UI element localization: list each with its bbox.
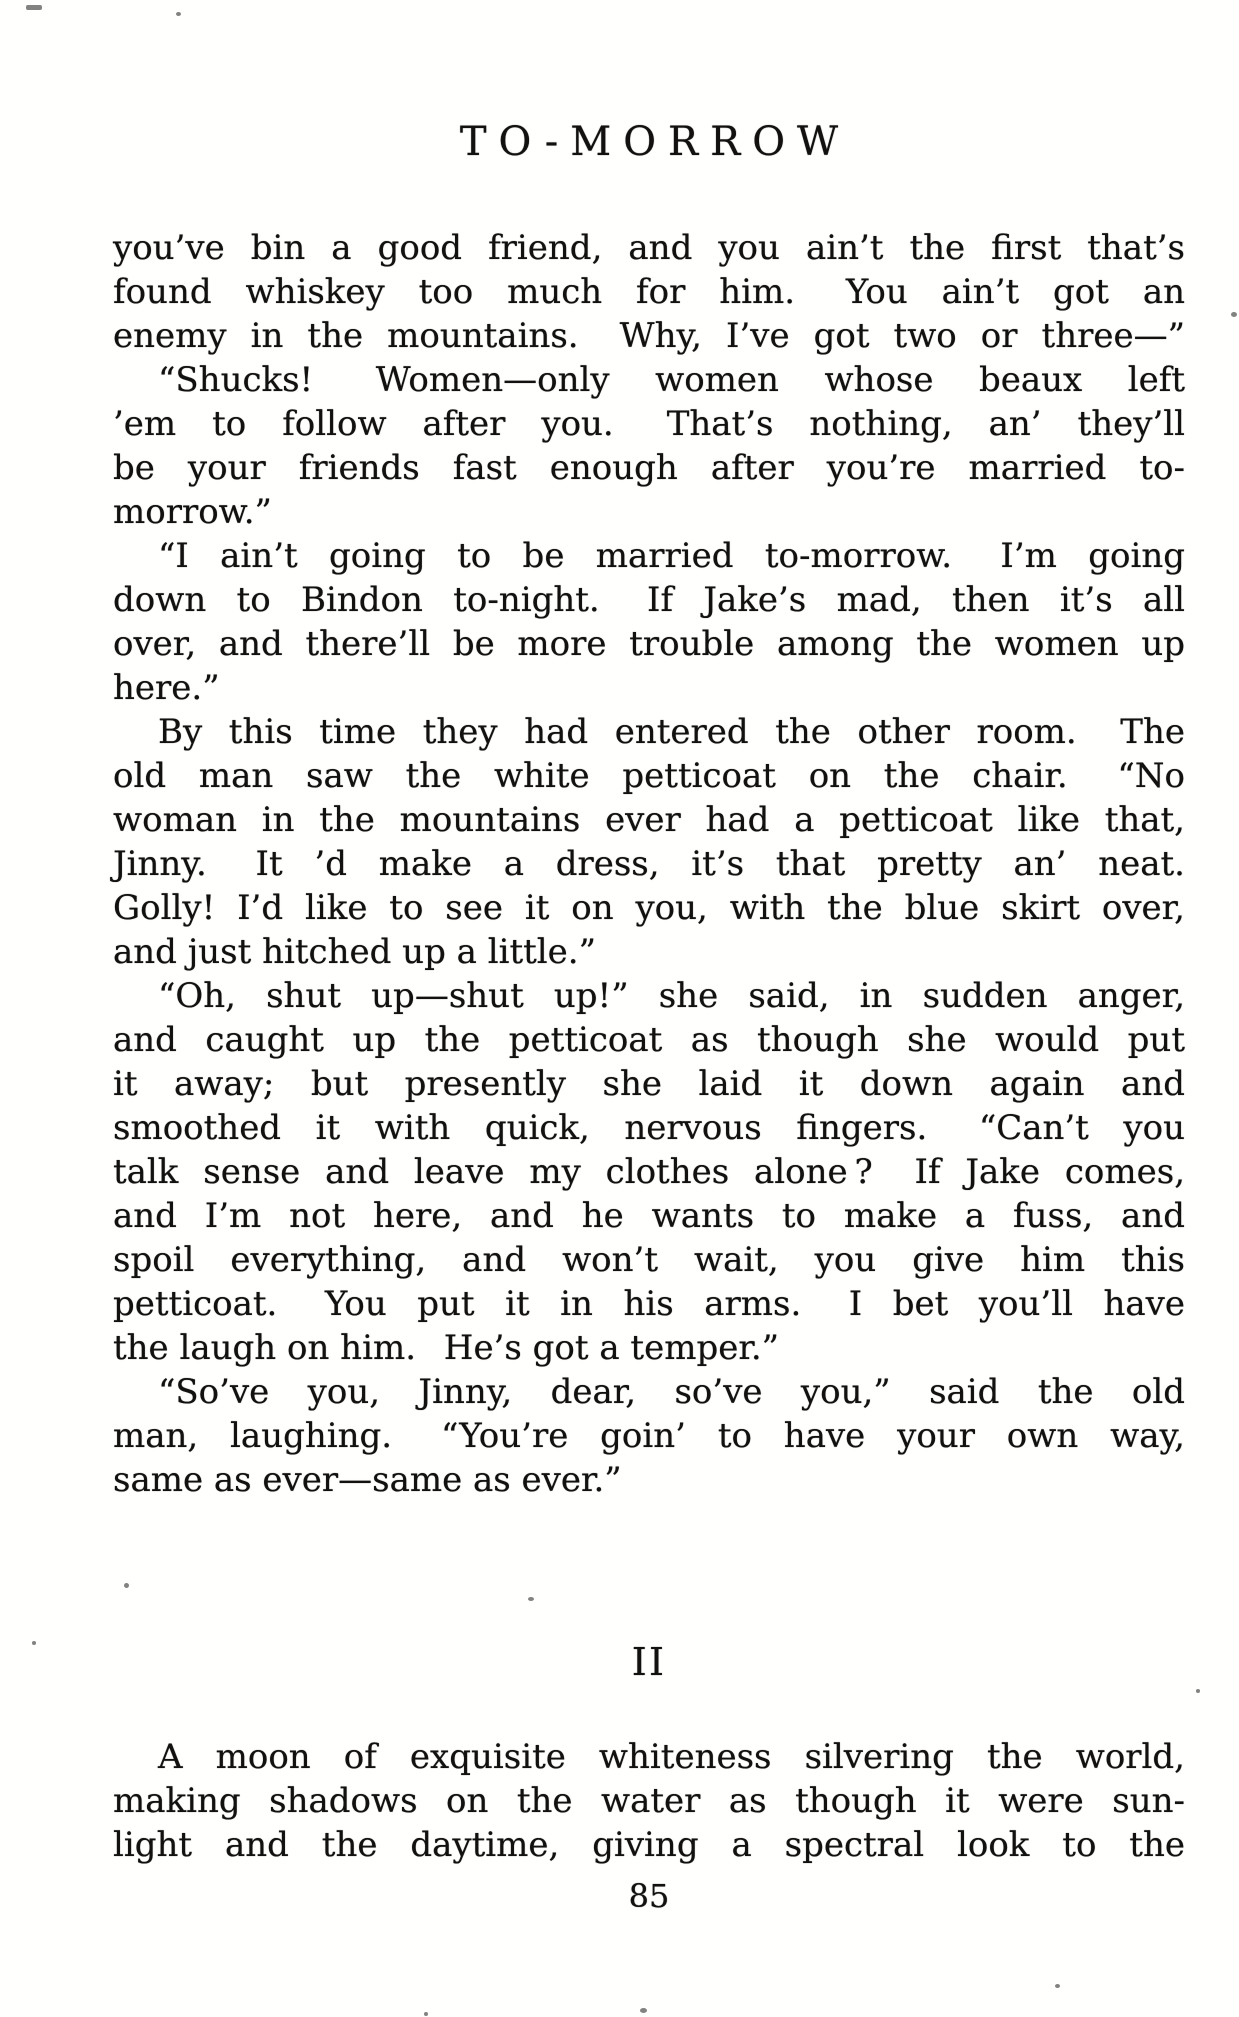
scan-speck xyxy=(176,12,181,16)
text-line: the laugh on him. He’s got a temper.” xyxy=(113,1328,780,1368)
scan-speck xyxy=(1196,1689,1200,1693)
text-line: ’em to follow after you. That’s nothing, an’ they’ll xyxy=(113,404,1185,444)
text-line: “I ain’t going to be married to-morrow. I’m going xyxy=(158,536,1185,576)
text-line: old man saw the white petticoat on the chair. “No xyxy=(113,756,1185,796)
scan-speck xyxy=(124,1583,129,1588)
text-line: enemy in the mountains. Why, I’ve got two or three—” xyxy=(113,316,1185,356)
text-line: found whiskey too much for him. You ain’t got an xyxy=(113,272,1185,312)
section-heading: II xyxy=(631,1640,667,1684)
scan-speck xyxy=(26,5,42,10)
text-line: A moon of exquisite whiteness silvering the world, xyxy=(158,1737,1185,1777)
text-line: making shadows on the water as though it were sun- xyxy=(113,1781,1185,1821)
text-line: and I’m not here, and he wants to make a fuss, and xyxy=(113,1196,1185,1236)
text-line: smoothed it with quick, nervous fingers. “Can’t you xyxy=(113,1108,1185,1148)
running-title: TO-MORROW xyxy=(459,119,851,165)
scan-speck xyxy=(1055,1984,1060,1988)
text-line: it away; but presently she laid it down again and xyxy=(113,1064,1185,1104)
text-line: By this time they had entered the other room. The xyxy=(158,712,1185,752)
text-line: be your friends fast enough after you’re married to- xyxy=(113,448,1185,488)
text-line: “So’ve you, Jinny, dear, so’ve you,” said the old xyxy=(158,1372,1185,1412)
text-line: “Shucks! Women—only women whose beaux left xyxy=(158,360,1185,400)
scan-speck xyxy=(1231,312,1237,317)
text-line: morrow.” xyxy=(113,492,272,532)
text-line: and just hitched up a little.” xyxy=(113,932,596,972)
story-text-part1 xyxy=(113,226,1185,1502)
text-line: light and the daytime, giving a spectral look to the xyxy=(113,1825,1185,1865)
scan-speck xyxy=(32,1641,36,1645)
text-line: down to Bindon to-night. If Jake’s mad, then it’s all xyxy=(113,580,1185,620)
text-line: Jinny. It ’d make a dress, it’s that pretty an’ neat. xyxy=(113,844,1185,884)
text-line: man, laughing. “You’re goin’ to have your own way, xyxy=(113,1416,1185,1456)
text-line: you’ve bin a good friend, and you ain’t the first that’s xyxy=(113,228,1185,268)
scan-speck xyxy=(640,2008,647,2013)
text-line: here.” xyxy=(113,668,220,708)
text-line: and caught up the petticoat as though she would put xyxy=(113,1020,1185,1060)
text-line: same as ever—same as ever.” xyxy=(113,1460,622,1500)
text-line: talk sense and leave my clothes alone ? If Jake comes, xyxy=(113,1152,1185,1192)
text-line: spoil everything, and won’t wait, you give him this xyxy=(113,1240,1185,1280)
text-line: Golly! I’d like to see it on you, with the blue skirt over, xyxy=(113,888,1185,928)
story-text-part2 xyxy=(113,1735,1185,1867)
text-line: woman in the mountains ever had a petticoat like that, xyxy=(113,800,1185,840)
scan-speck xyxy=(424,2012,428,2016)
text-line: petticoat. You put it in his arms. I bet you’ll have xyxy=(113,1284,1185,1324)
text-line: “Oh, shut up—shut up!” she said, in sudden anger, xyxy=(158,976,1185,1016)
text-line: over, and there’ll be more trouble among the women up xyxy=(113,624,1185,664)
page-number: 85 xyxy=(628,1877,670,1915)
scan-speck xyxy=(528,1597,534,1601)
